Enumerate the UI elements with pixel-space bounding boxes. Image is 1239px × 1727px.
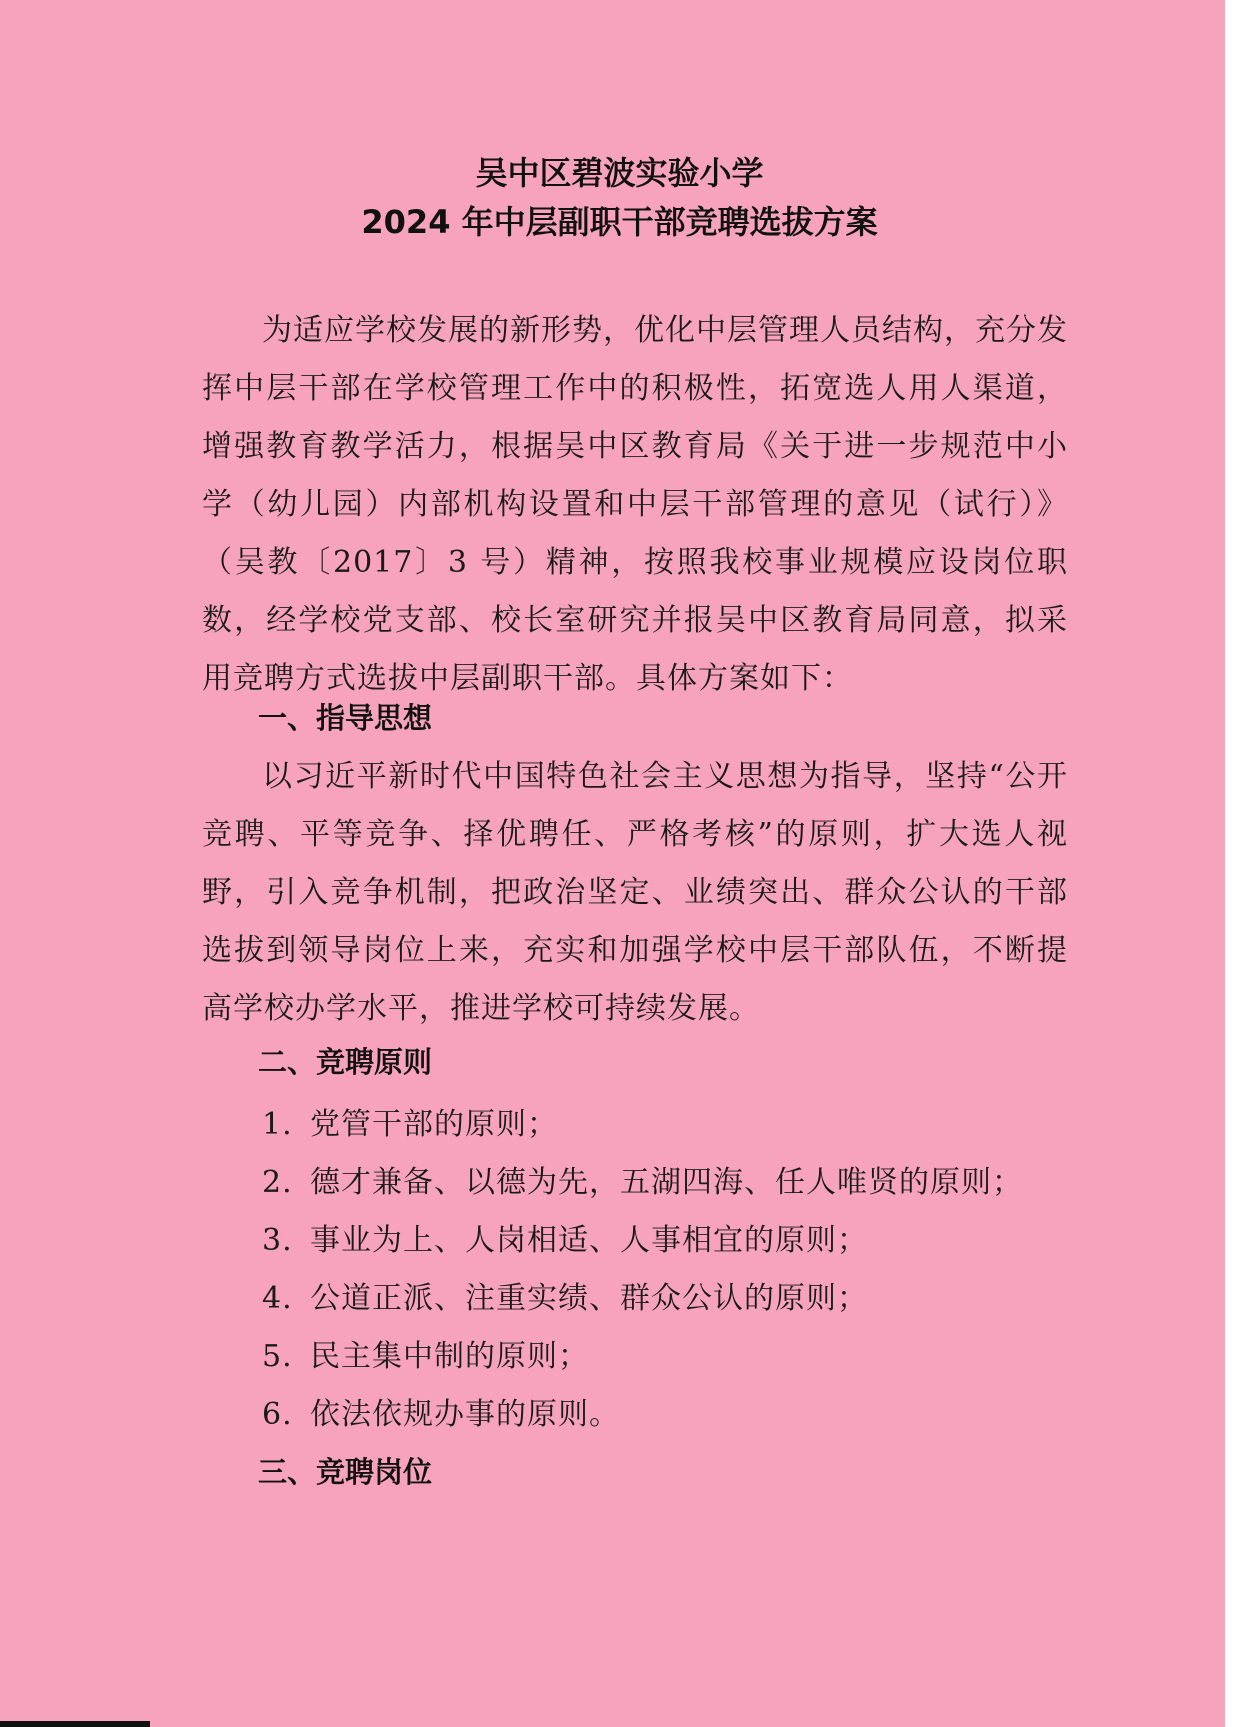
list-item-number: 4. <box>262 1281 293 1316</box>
scan-edge <box>1225 0 1239 1727</box>
list-item-text: 依法依规办事的原则。 <box>310 1397 620 1432</box>
section-heading-principles: 二、竞聘原则 <box>258 1045 433 1079</box>
guiding-ideology-section <box>202 748 1068 1038</box>
list-item <box>262 1154 1062 1212</box>
intro-paragraph: 为适应学校发展的新形势，优化中层管理人员结构，充分发挥中层干部在学校管理工作中的积极性，拓宽选人用人渠道，增强教育教学活力，根据吴中区教育局《关于进一步规范中小学（幼儿园）内部机构设置和中层干部管理的意见（试行）》（吴教〔2017〕3 号）精神，按照我校事业规模应设岗位职数，经学校党支部、校长室研究并报吴中区教育局同意，拟采用竞聘方式选拔中层副职干部。具体方案如下： <box>202 313 1068 696</box>
document-title-plan: 2024 年中层副职干部竞聘选拔方案 <box>361 203 878 241</box>
list-item <box>262 1270 1062 1328</box>
section-heading-positions: 三、竞聘岗位 <box>258 1455 433 1489</box>
list-item-text: 公道正派、注重实绩、群众公认的原则； <box>310 1281 868 1316</box>
list-item-number: 2. <box>262 1165 293 1200</box>
list-item-text: 党管干部的原则； <box>310 1107 558 1142</box>
principles-list <box>262 1096 1062 1444</box>
section-heading-guiding-ideology: 一、指导思想 <box>258 701 433 735</box>
list-item <box>262 1096 1062 1154</box>
list-item-text: 德才兼备、以德为先，五湖四海、任人唯贤的原则； <box>310 1165 1023 1200</box>
list-item-text: 事业为上、人岗相适、人事相宜的原则； <box>310 1223 868 1258</box>
list-item-number: 5. <box>262 1339 293 1374</box>
list-item <box>262 1328 1062 1386</box>
document-title-school: 吴中区碧波实验小学 <box>475 154 764 192</box>
list-item-number: 1. <box>262 1107 293 1142</box>
list-item-number: 6. <box>262 1397 293 1432</box>
intro-section <box>202 302 1068 708</box>
list-item <box>262 1386 1062 1444</box>
list-item-text: 民主集中制的原则； <box>310 1339 589 1374</box>
list-item-number: 3. <box>262 1223 293 1258</box>
guiding-ideology-paragraph: 以习近平新时代中国特色社会主义思想为指导，坚持“公开竞聘、平等竞争、择优聘任、严格考核”的原则，扩大选人视野，引入竞争机制，把政治坚定、业绩突出、群众公认的干部选拔到领导岗位上来，充实和加强学校中层干部队伍，不断提高学校办学水平，推进学校可持续发展。 <box>202 759 1068 1026</box>
scan-mark <box>0 1721 150 1727</box>
list-item <box>262 1212 1062 1270</box>
